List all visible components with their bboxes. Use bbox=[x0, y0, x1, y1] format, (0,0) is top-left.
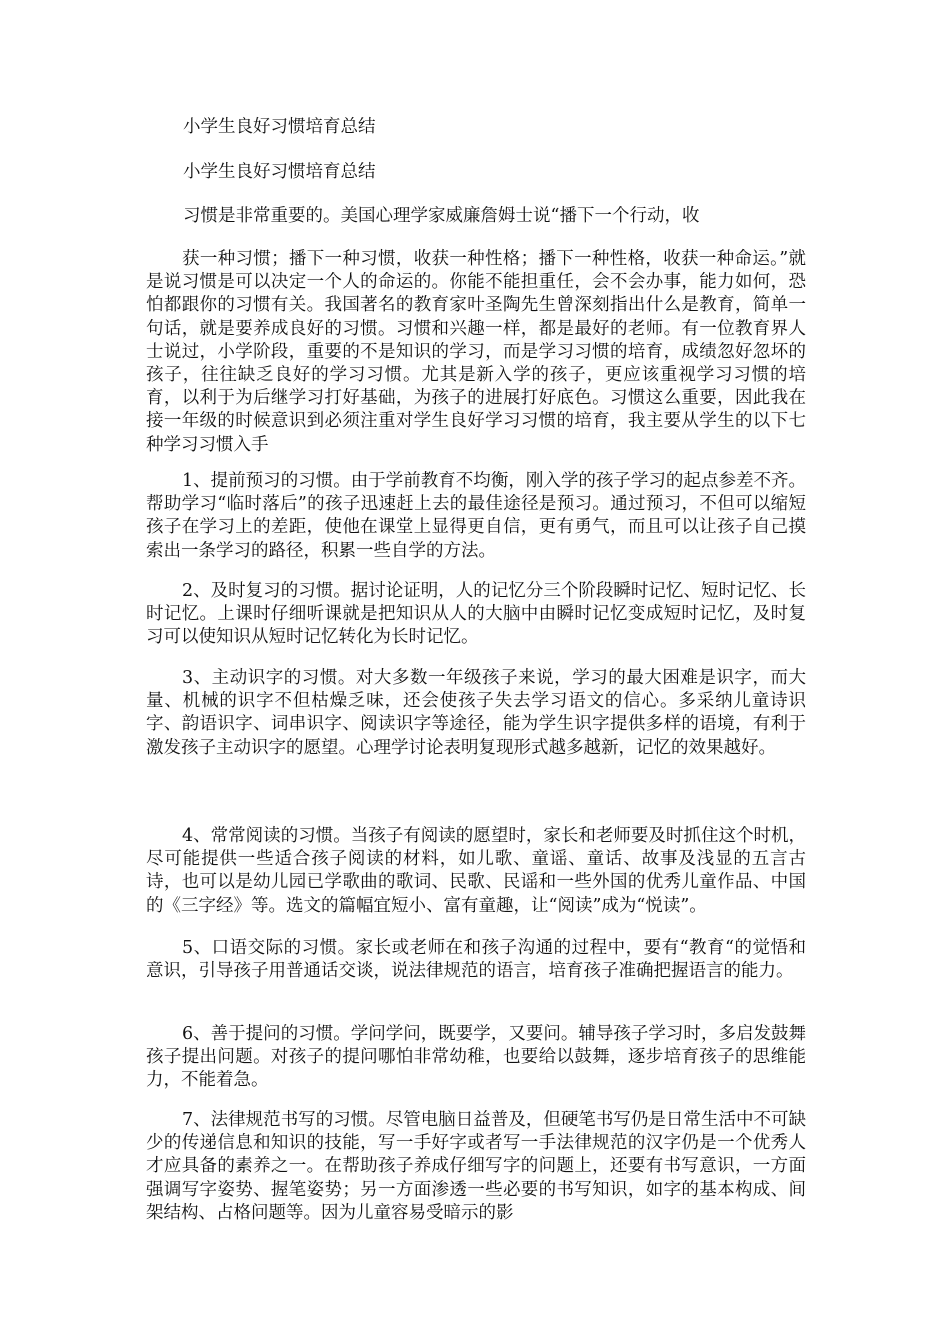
paragraph-intro: 获一种习惯；播下一种习惯，收获一种性格；播下一种性格，收获一种命运。”就是说习惯是可以决定一个人的命运的。你能不能担重任，会不会办事，能力如何，恐怕都跟你的习惯有关。我国著名的教育家叶圣陶先生曾深刻指出什么是教育，简单一句话，就是要养成良好的习惯。习惯和兴趣一样，都是最好的老师。有一位教育界人士说过，小学阶段，重要的不是知识的学习，而是学习习惯的培育，成绩忽好忽坏的孩子，往往缺乏良好的学习习惯。尤其是新入学的孩子，更应该重视学习习惯的培育，以利于为后继学习打好基础，为孩子的进展打好底色。习惯这么重要，因此我在接一年级的时候意识到必须注重对学生良好学习习惯的培育，我主要从学生的以下七种学习习惯入手 bbox=[146, 249, 806, 455]
paragraph-habit-3: 3、主动识字的习惯。对大多数一年级孩子来说，学习的最大困难是识字，而大量、机械的识字不但枯燥乏味，还会使孩子失去学习语文的信心。多采纳儿童诗识字、韵语识字、词串识字、阅读识字等途径，能为学生识字提供多样的语境，有利于激发孩子主动识字的愿望。心理学讨论表明复现形式越多越新，记忆的效果越好。 bbox=[146, 668, 806, 758]
intro-line: 习惯是非常重要的。美国心理学家威廉詹姆士说“播下一个行动，收 bbox=[183, 206, 700, 226]
paragraph-habit-6: 6、善于提问的习惯。学问学问，既要学，又要问。辅导孩子学习时，多启发鼓舞孩子提出问题。对孩子的提问哪怕非常幼稚，也要给以鼓舞，逐步培育孩子的思维能力，不能着急。 bbox=[146, 1024, 806, 1091]
paragraph-habit-1: 1、提前预习的习惯。由于学前教育不均衡，刚入学的孩子学习的起点参差不齐。帮助学习“临时落后”的孩子迅速赶上去的最佳途径是预习。通过预习，不但可以缩短孩子在学习上的差距，使他在课堂上显得更自信，更有勇气，而且可以让孩子自己摸索出一条学习的路径，积累一些自学的方法。 bbox=[146, 471, 806, 561]
paragraph-habit-7: 7、法律规范书写的习惯。尽管电脑日益普及，但硬笔书写仍是日常生活中不可缺少的传递信息和知识的技能，写一手好字或者写一手法律规范的汉字仍是一个优秀人才应具备的素养之一。在帮助孩子养成仔细写字的问题上，还要有书写意识，一方面强调写字姿势、握笔姿势；另一方面渗透一些必要的书写知识，如字的基本构成、间架结构、占格问题等。因为儿童容易受暗示的影 bbox=[146, 1110, 806, 1223]
document-title: 小学生良好习惯培育总结 bbox=[183, 117, 376, 137]
paragraph-habit-5: 5、口语交际的习惯。家长或老师在和孩子沟通的过程中，要有“教育“的觉悟和意识，引导孩子用普通话交谈，说法律规范的语言，培育孩子准确把握语言的能力。 bbox=[146, 938, 806, 982]
paragraph-habit-2: 2、及时复习的习惯。据讨论证明，人的记忆分三个阶段瞬时记忆、短时记忆、长时记忆。上课时仔细听课就是把知识从人的大脑中由瞬时记忆变成短时记忆，及时复习可以使知识从短时记忆转化为长时记忆。 bbox=[146, 581, 806, 648]
document-subtitle: 小学生良好习惯培育总结 bbox=[183, 162, 376, 182]
paragraph-habit-4: 4、常常阅读的习惯。当孩子有阅读的愿望时，家长和老师要及时抓住这个时机，尽可能提供一些适合孩子阅读的材料，如儿歌、童谣、童话、故事及浅显的五言古诗，也可以是幼儿园已学歌曲的歌词、民歌、民谣和一些外国的优秀儿童作品、中国的《三字经》等。选文的篇幅宜短小、富有童趣，让“阅读”成为“悦读”。 bbox=[146, 826, 806, 916]
